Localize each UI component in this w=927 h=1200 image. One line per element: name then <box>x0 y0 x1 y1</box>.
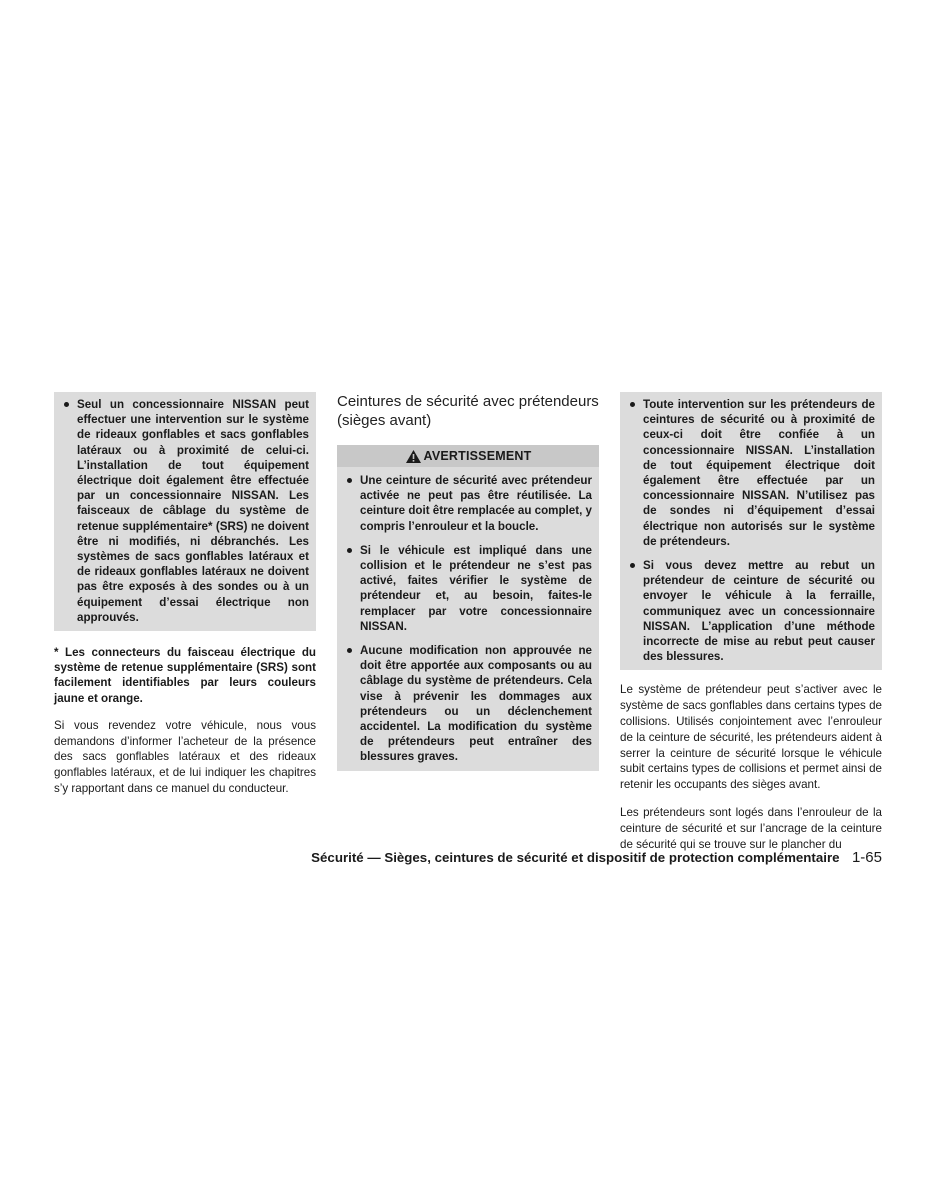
caution-box <box>54 392 316 631</box>
warning-box <box>337 467 599 771</box>
caution-item: Si vous devez mettre au rebut un prétendeur de ceinture de sécurité ou envoyer le véhicule à la ferraille, communiquez avec un concessionnaire NISSAN. L’application d’une méthode incorrecte de mise au rebut peut causer des blessures. <box>627 558 875 664</box>
section-heading: Ceintures de sécurité avec prétendeurs (sièges avant) <box>337 393 599 429</box>
body-paragraph: Si vous revendez votre véhicule, nous vous demandons d’informer l’acheteur de la présence des sacs gonflables latéraux et des rideaux gonflables latéraux, et de lui indiquer les chapitres s’y rapportant dans ce manuel du conducteur. <box>54 718 316 796</box>
footnote: * Les connecteurs du faisceau électrique du système de retenue supplémentaire (SRS) sont facilement identifiables par leurs couleurs jaune et orange. <box>54 646 316 705</box>
warning-item: Une ceinture de sécurité avec prétendeur activée ne peut pas être réutilisée. La ceinture doit être remplacée au complet, y compris l’enrouleur et la boucle. <box>344 473 592 534</box>
body-paragraph: Les prétendeurs sont logés dans l’enrouleur de la ceinture de sécurité et sur l’ancrage de la ceinture de sécurité qui se trouve sur le plancher du <box>620 806 882 851</box>
warning-item: Si le véhicule est impliqué dans une collision et le prétendeur ne s’est pas activé, faites vérifier le système de prétendeur et, au besoin, faites-le remplacer par votre concessionnaire NISSAN. <box>344 543 592 634</box>
page-number: 1-65 <box>851 849 882 866</box>
caution-item: Toute intervention sur les prétendeurs de ceintures de sécurité ou à proximité de ceux-ci doit être confiée à un concessionnaire NISSAN. L’installation de tout équipement électrique doit également être effectuée par un concessionnaire NISSAN. N’utilisez pas de sondes ni d’équipement d’essai électrique non autorisés sur le système de prétendeurs. <box>627 397 875 549</box>
warning-label: AVERTISSEMENT <box>423 449 532 463</box>
warning-triangle-icon <box>405 449 422 464</box>
footer-section-title: Sécurité — Sièges, ceintures de sécurité et dispositif de protection complémentaire <box>311 850 840 865</box>
left-column <box>54 392 316 797</box>
caution-item: Seul un concessionnaire NISSAN peut effectuer une intervention sur le système de rideaux gonflables et sacs gonflables latéraux ou à proximité de celui-ci. L’installation de tout équipement électrique doit également être effectuée par un concessionnaire NISSAN. Les faisceaux de câblage du système de retenue supplémentaire* (SRS) ne doivent être ni modifiés, ni débranchés. Les systèmes de sacs gonflables latéraux et de rideaux gonflables latéraux ne doivent pas être exposés à des sondes ou à un équipement d’essai électrique non approuvés. <box>61 397 309 625</box>
right-column <box>620 392 882 852</box>
warning-header <box>337 445 599 467</box>
caution-box <box>620 392 882 670</box>
body-paragraph: Le système de prétendeur peut s’activer avec le système de sacs gonflables dans certains types de collisions. Utilisés conjointement avec l’enrouleur de la ceinture de sécurité, les prétendeurs aident à serrer la ceinture de sécurité lorsque le véhicule subit certains types de collisions et permet ainsi de retenir les occupants des sièges avant. <box>620 683 882 792</box>
warning-item: Aucune modification non approuvée ne doit être apportée aux composants ou au câblage du système de prétendeurs. Cela vise à prévenir les dommages aux prétendeurs ou un déclenchement accidentel. La modification du système de prétendeurs peut entraîner des blessures graves. <box>344 643 592 765</box>
page-footer <box>54 849 882 867</box>
middle-column <box>337 392 599 771</box>
